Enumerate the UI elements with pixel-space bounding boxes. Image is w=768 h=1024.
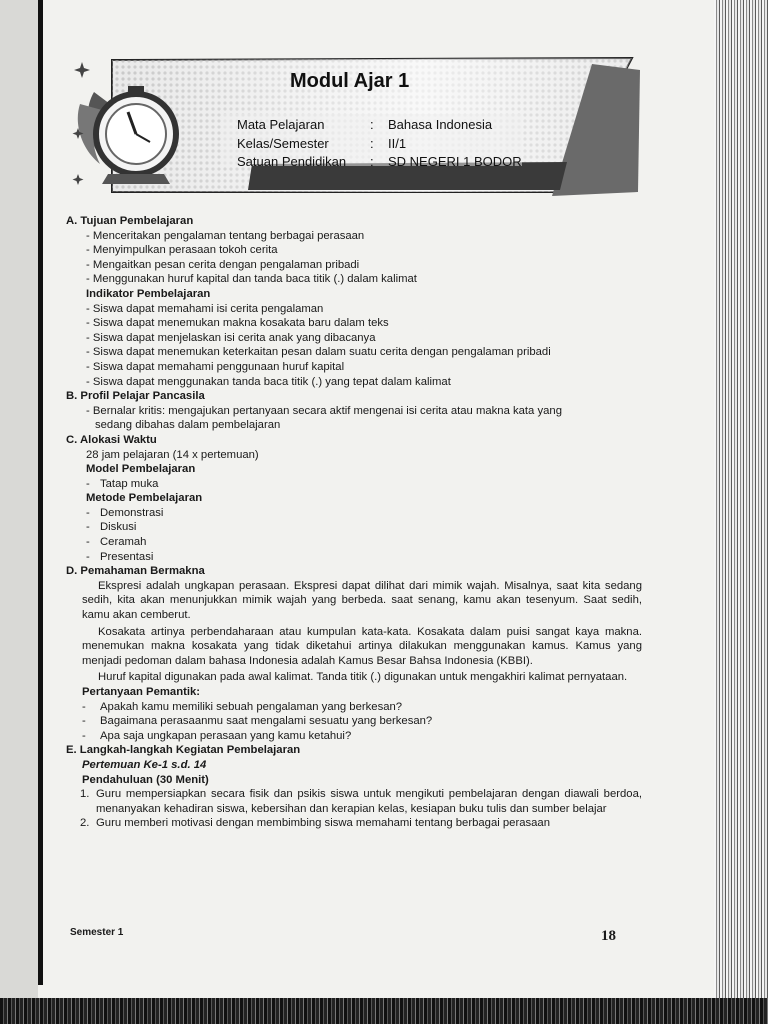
list-item bbox=[66, 520, 642, 535]
footer-semester: Semester 1 bbox=[70, 927, 124, 938]
info-row-subject bbox=[237, 116, 522, 135]
list-item: - Siswa dapat menjelaskan isi cerita anak yang dibacanya bbox=[86, 331, 376, 344]
list-item bbox=[66, 714, 642, 729]
paragraph-text: Ekspresi adalah ungkapan perasaan. Ekspresi dapat dilihat dari mimik wajah. Misalnya, saat kita sedang sedih, kita akan menunjukkan mimik wajah yang berbeda. saat senang, kamu akan tesenyum. Saat sedih, kamu akan cemberut. bbox=[82, 579, 642, 622]
document-body bbox=[66, 214, 642, 831]
list-item bbox=[66, 700, 642, 715]
bullet-marker: - bbox=[86, 521, 90, 534]
info-key: Kelas/Semester bbox=[237, 135, 329, 151]
info-sep: : bbox=[370, 117, 374, 132]
step-number: 1. bbox=[80, 788, 90, 801]
list-item: - Bernalar kritis: mengajukan pertanyaan secara aktif mengenai isi cerita atau makna kata yang bbox=[86, 404, 562, 417]
info-row-school bbox=[237, 153, 522, 172]
info-sep: : bbox=[370, 135, 374, 151]
info-value: SD NEGERI 1 BODOR bbox=[388, 154, 522, 169]
list-text: Apakah kamu memiliki sebuah pengalaman yang berkesan? bbox=[100, 700, 403, 713]
scan-edge-right bbox=[714, 0, 768, 1024]
module-info-table bbox=[237, 116, 522, 172]
section-b-heading: B. Profil Pelajar Pancasila bbox=[66, 390, 205, 403]
module-header-banner bbox=[72, 52, 642, 200]
list-item: - Menggunakan huruf kapital dan tanda baca titik (.) dalam kalimat bbox=[86, 273, 417, 286]
info-value: II/1 bbox=[388, 135, 407, 151]
allocation-text: 28 jam pelajaran (14 x pertemuan) bbox=[86, 448, 259, 461]
section-e-heading: E. Langkah-langkah Kegiatan Pembelajaran bbox=[66, 744, 301, 757]
list-item: - Siswa dapat memahami penggunaan huruf kapital bbox=[86, 360, 345, 373]
info-row-class bbox=[237, 135, 522, 154]
info-sep: : bbox=[370, 154, 374, 169]
meeting-label: Pertemuan Ke-1 s.d. 14 bbox=[82, 758, 207, 771]
bullet-marker: - bbox=[82, 715, 86, 728]
info-value: Bahasa Indonesia bbox=[388, 117, 493, 132]
bullet-marker: - bbox=[86, 536, 90, 549]
step-number: 2. bbox=[80, 817, 90, 830]
list-item bbox=[66, 729, 642, 744]
list-item bbox=[66, 506, 642, 521]
bullet-marker: - bbox=[82, 729, 86, 742]
list-item-continued: sedang dibahas dalam pembelajaran bbox=[95, 419, 281, 432]
info-key: Satuan Pendidikan bbox=[237, 154, 347, 169]
list-text: Presentasi bbox=[100, 550, 154, 563]
list-text: Guru mempersiapkan secara fisik dan psikis siswa untuk mengikuti pembelajaran dengan diawali berdoa, menanyakan kehadiran siswa, kebersihan dan kerapian kelas, kesiapan buku tulis dan sumber belajar bbox=[96, 788, 642, 815]
list-text: Ceramah bbox=[100, 536, 147, 549]
list-text: Demonstrasi bbox=[100, 506, 164, 519]
list-text: Apa saja ungkapan perasaan yang kamu ketahui? bbox=[100, 729, 352, 742]
list-item bbox=[66, 477, 642, 492]
module-title: Modul Ajar 1 bbox=[290, 70, 410, 92]
list-item bbox=[66, 535, 642, 550]
section-d-heading: D. Pemahaman Bermakna bbox=[66, 565, 205, 578]
paragraph-text: Kosakata artinya perbendaharaan atau kumpulan kata-kata. Kosakata dalam puisi sangat kaya makna. menemukan makna kosakata yang tidak diketahui artinya dilakukan menggunakan kamus. Kamus yang menjadi pedoman dalam bahasa Indonesia adalah Kamus Besar Bahsa Indonesia (KBBI). bbox=[82, 625, 642, 667]
pemantik-heading: Pertanyaan Pemantik: bbox=[82, 686, 201, 698]
list-item bbox=[66, 550, 642, 565]
paragraph bbox=[66, 670, 642, 685]
list-item bbox=[66, 816, 642, 831]
info-key: Mata Pelajaran bbox=[237, 117, 325, 132]
bullet-marker: - bbox=[86, 550, 90, 563]
page-number: 18 bbox=[601, 928, 616, 944]
list-item: - Siswa dapat menggunakan tanda baca titik (.) yang tepat dalam kalimat bbox=[86, 375, 451, 388]
list-text: Tatap muka bbox=[100, 477, 159, 490]
list-text: Diskusi bbox=[100, 521, 137, 534]
list-item: - Siswa dapat memahami isi cerita pengalaman bbox=[86, 302, 324, 315]
paragraph bbox=[66, 625, 642, 669]
scan-edge-bottom bbox=[0, 998, 768, 1024]
list-item: - Menceritakan pengalaman tentang berbagai perasaan bbox=[86, 229, 365, 242]
metode-heading: Metode Pembelajaran bbox=[86, 492, 203, 505]
list-item: - Menyimpulkan perasaan tokoh cerita bbox=[86, 244, 278, 257]
bullet-marker: - bbox=[86, 477, 90, 490]
section-a-heading: A. Tujuan Pembelajaran bbox=[66, 215, 194, 227]
paragraph bbox=[66, 579, 642, 623]
bullet-marker: - bbox=[86, 506, 90, 519]
indikator-heading: Indikator Pembelajaran bbox=[86, 287, 211, 300]
list-text: Bagaimana perasaanmu saat mengalami sesuatu yang berkesan? bbox=[100, 715, 433, 728]
paragraph-text: Huruf kapital digunakan pada awal kalimat. Tanda titik (.) digunakan untuk mengakhiri kalimat pernyataan. bbox=[98, 671, 628, 684]
list-text: Guru memberi motivasi dengan membimbing siswa memahami tentang berbagai perasaan bbox=[96, 817, 550, 830]
model-heading: Model Pembelajaran bbox=[86, 463, 196, 476]
list-item: - Siswa dapat menemukan keterkaitan pesan dalam suatu cerita dengan pengalaman pribadi bbox=[86, 346, 551, 359]
list-item bbox=[66, 787, 642, 816]
intro-heading: Pendahuluan (30 Menit) bbox=[82, 773, 209, 786]
section-c-heading: C. Alokasi Waktu bbox=[66, 433, 157, 446]
list-item: - Siswa dapat menemukan makna kosakata baru dalam teks bbox=[86, 317, 389, 330]
bullet-marker: - bbox=[82, 700, 86, 713]
list-item: - Mengaitkan pesan cerita dengan pengalaman pribadi bbox=[86, 258, 360, 271]
binding-edge bbox=[38, 0, 43, 985]
